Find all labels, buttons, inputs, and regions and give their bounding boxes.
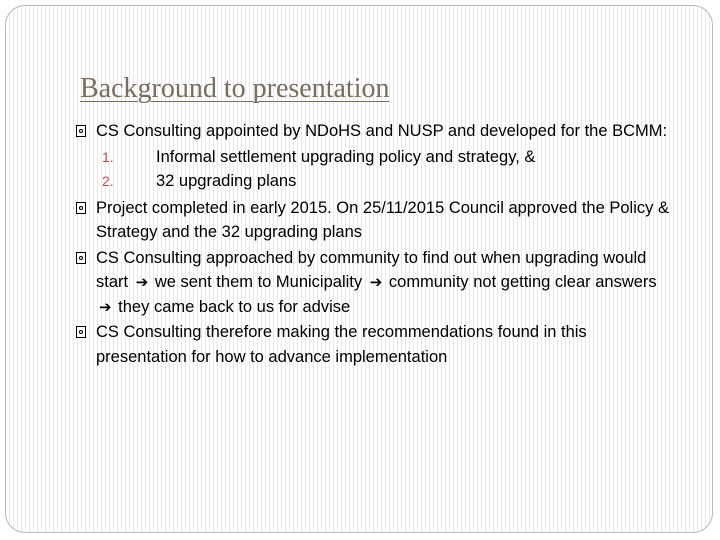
slide-title: Background to presentation <box>80 73 390 104</box>
bullet-text: Project completed in early 2015. On 25/11/2015 Council approved the Policy & Strategy and the 32 upgrading plans <box>96 198 669 241</box>
arrow-right-icon: ➔ <box>135 273 149 291</box>
slide-frame <box>5 5 713 533</box>
missing-glyph-box-icon <box>76 326 86 338</box>
missing-glyph-box-icon <box>76 202 86 214</box>
bullet-text: CS Consulting appointed by NDoHS and NUSP and developed for the BCMM: <box>96 122 668 140</box>
bullet-item-2 <box>76 196 676 245</box>
arrow-right-icon: ➔ <box>99 297 112 316</box>
slide-body <box>76 119 676 370</box>
numbered-item-2 <box>76 169 676 194</box>
missing-glyph-box-icon <box>76 252 86 264</box>
bullet-text-part-4: they came back to us for advise <box>118 297 351 316</box>
bullet-item-3 <box>76 246 676 320</box>
item-text: 32 upgrading plans <box>156 172 297 190</box>
missing-glyph-box-icon <box>76 125 86 137</box>
numbered-item-1 <box>76 145 676 170</box>
bullet-text-part-2: we sent them to Municipality <box>154 273 363 291</box>
item-text: Informal settlement upgrading policy and strategy, & <box>156 147 536 166</box>
item-number: 2. <box>102 173 114 189</box>
bullet-text-part-1: CS Consulting approached by community to find out when upgrading would start <box>96 248 647 291</box>
bullet-item-4 <box>76 320 676 369</box>
arrow-right-icon: ➔ <box>369 273 383 291</box>
item-number: 1. <box>102 148 114 165</box>
bullet-item-1 <box>76 119 676 144</box>
bullet-text-part-3: community not getting clear answers <box>388 273 657 291</box>
bullet-text: CS Consulting therefore making the recommendations found in this presentation for how to advance implementation <box>96 323 587 366</box>
